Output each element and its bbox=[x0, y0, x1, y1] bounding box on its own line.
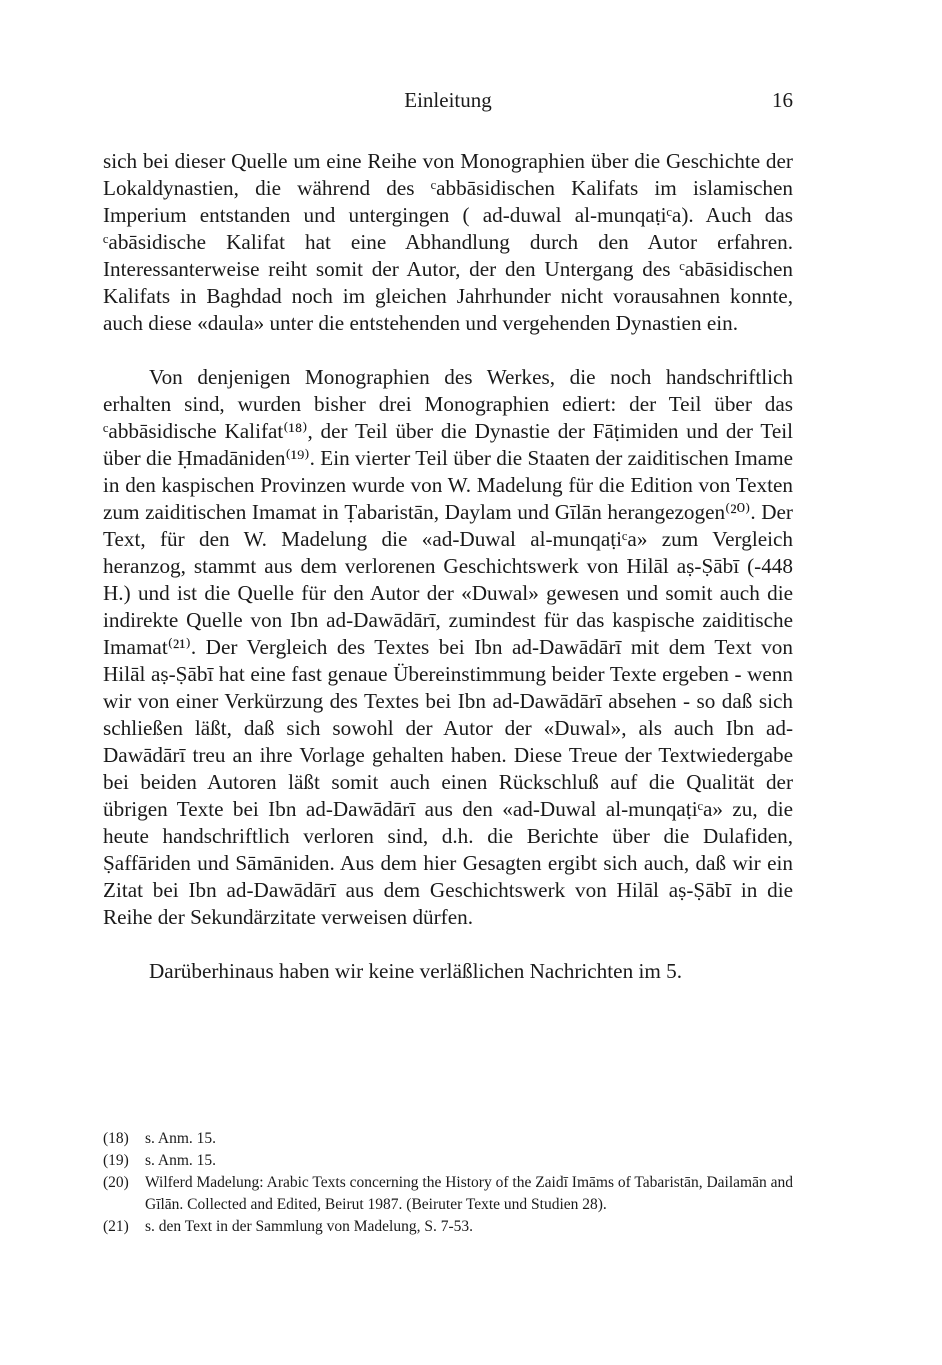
footnote-text: s. den Text in der Sammlung von Madelung, S. 7-53. bbox=[145, 1218, 473, 1235]
footnote-number: (18) bbox=[103, 1130, 129, 1147]
page-number: 16 bbox=[772, 88, 793, 112]
footnote-20 bbox=[103, 1172, 793, 1216]
footnote-text: s. Anm. 15. bbox=[145, 1130, 217, 1147]
footnote-text: Wilferd Madelung: Arabic Texts concerning the History of the Zaidī Imāms of Tabaristān, Dailamān and Gīlān. Collected and Edited, Beirut 1987. (Beiruter Texte und Studien 28). bbox=[145, 1174, 793, 1213]
paragraph-darueberhinaus: Darüberhinaus haben wir keine verläßlichen Nachrichten im 5. bbox=[149, 959, 683, 983]
footnote-number: (19) bbox=[103, 1152, 129, 1169]
footnote-18 bbox=[103, 1128, 793, 1150]
body-text bbox=[103, 148, 793, 985]
footnote-number: (20) bbox=[103, 1174, 129, 1191]
chapter-title: Einleitung bbox=[404, 88, 492, 112]
footnote-21 bbox=[103, 1216, 793, 1238]
footnote-text: s. Anm. 15. bbox=[145, 1152, 217, 1169]
paragraph-monographien: Von denjenigen Monographien des Werkes, die noch handschriftlich erhalten sind, wurden bisher drei Monographien ediert: der Teil über das ᶜabbāsidische Kalifat⁽¹⁸⁾, der Teil über die Dynastie der Fāṭimiden und der Teil über die Ḥmadāniden⁽¹⁹⁾. Ein vierter Teil über die Staaten der zaiditischen Imame in den kaspischen Provinzen wurde von W. Madelung für die Edition von Texten zum zaiditischen Imamat in Ṭabaristān, Daylam und Gīlān herangezogen⁽²⁰⁾. Der Text, für den W. Madelung die «ad-Duwal al-munqaṭiᶜa» zum Vergleich heranzog, stammt aus dem verlorenen Geschichtswerk von Hilāl aṣ-Ṣābī (-448 H.) und ist die Quelle für den Autor der «Duwal» gewesen und somit auch die indirekte Quelle von Ibn ad-Dawādārī, zumindest für das kaspische zaiditische Imamat⁽²¹⁾. Der Vergleich des Textes bei Ibn ad-Dawādārī mit dem Text von Hilāl aṣ-Ṣābī hat eine fast genaue Übereinstimmung beider Texte ergeben - wenn wir von einer Verkürzung des Textes bei Ibn ad-Dawādārī absehen - so daß sich schließen läßt, daß sich sowohl der Autor der «Duwal», als auch Ibn ad-Dawādārī treu an ihre Vorlage gehalten haben. Diese Treue der Textwiedergabe bei beiden Autoren läßt somit auch einen Rückschluß auf die Qualität der übrigen Texte bei Ibn ad-Dawādārī aus den «ad-Duwal al-munqaṭiᶜa» zu, die heute handschriftlich verloren sind, d.h. die Berichte über die Dulafiden, Ṣaffāriden und Sāmāniden. Aus dem hier Gesagten ergibt sich auch, daß wir ein Zitat bei Ibn ad-Dawādārī aus dem Geschichtswerk von Hilāl aṣ-Ṣābī in die Reihe der Sekundärzitate verweisen dürfen. bbox=[103, 365, 793, 929]
footnotes bbox=[103, 1128, 793, 1238]
footnote-number: (21) bbox=[103, 1218, 129, 1235]
running-header bbox=[103, 88, 793, 118]
footnote-19 bbox=[103, 1150, 793, 1172]
paragraph-continuation: sich bei dieser Quelle um eine Reihe von Monographien über die Geschichte der Lokaldynastien, die während des ᶜabbāsidischen Kalifats im islamischen Imperium entstanden und untergingen ( ad-duwal al-munqaṭiᶜa). Auch das ᶜabāsidische Kalifat hat eine Abhandlung durch den Autor erfahren. Interessanterweise reiht somit der Autor, der den Untergang des ᶜabāsidischen Kalifats in Baghdad noch im gleichen Jahrhunder nicht vorausahnen konnte, auch diese «daula» unter die entstehenden und vergehenden Dynastien ein. bbox=[103, 149, 793, 335]
